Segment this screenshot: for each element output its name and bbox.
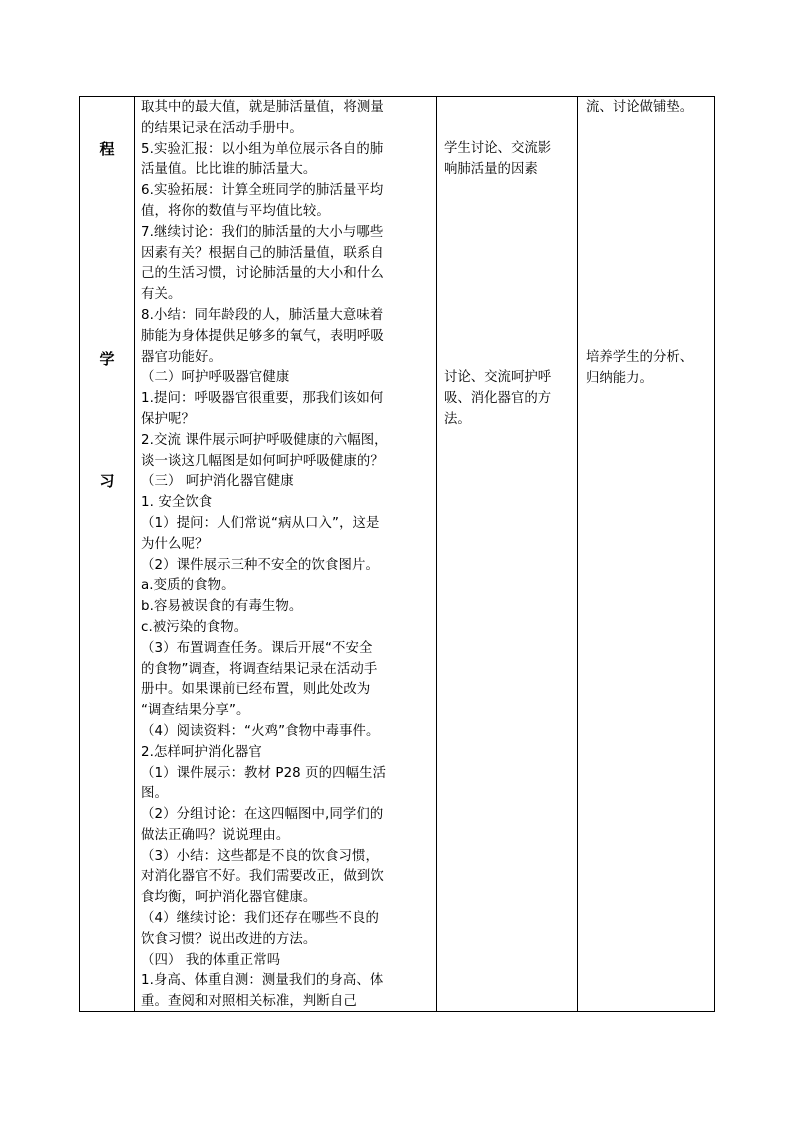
content-line: 册中。如果课前已经布置，则此处改为 [141,682,371,698]
student-activity-block [444,139,574,181]
content-line: “调查结果分享”。 [141,703,250,719]
content-line: 肺能为身体提供足够多的氧气，表明呼吸 [141,328,384,344]
content-line: a.变质的食物。 [141,578,235,594]
content-line: （2）课件展示三种不安全的饮食图片。 [141,557,379,573]
content-line: 饮食习惯？说出改进的方法。 [141,931,317,947]
content-line: 器官功能好。 [141,349,222,365]
student-activity-line: 响肺活量的因素 [444,161,538,177]
content-line: 的食物”调查，将调查结果记录在活动手 [141,661,378,677]
student-activity-line: 学生讨论、交流影 [444,141,552,156]
content-line: 1. 安全饮食 [141,495,213,511]
content-line: （2）分组讨论：在这四幅图中,同学们的 [141,807,384,823]
content-line: （三） 呵护消化器官健康 [141,474,294,490]
design-intent-line: 培养学生的分析、 [586,350,694,365]
content-line: 图。 [141,786,168,802]
stage-label-char: 学 [99,350,115,368]
student-activity-block [444,368,574,430]
content-line: 活量值。比比谁的肺活量大。 [141,162,317,178]
content-line: 1.身高、体重自测：测量我们的身高、体 [141,973,384,989]
design-intent-line: 归纳能力。 [586,370,653,386]
student-activity-line: 讨论、交流呵护呼 [444,370,552,385]
content-line: 为什么呢？ [141,536,209,552]
content-line: 重。查阅和对照相关标准，判断自己 [141,994,357,1010]
content-line: 6.实验拓展：计算全班同学的肺活量平均 [141,183,384,199]
content-line: （3）布置调查任务。课后开展“不安全 [141,640,373,656]
content-line: （3）小结：这些都是不良的饮食习惯， [141,848,379,864]
design-intent-line: 流、讨论做铺垫。 [586,100,694,115]
content-line: 谈一谈这几幅图是如何呵护呼吸健康的？ [141,453,384,469]
content-line: 的结果记录在活动手册中。 [141,120,303,136]
design-intent-block [586,98,714,119]
stage-label-char: 程 [99,140,115,158]
content-line: 8.小结：同年龄段的人，肺活量大意味着 [141,307,384,323]
content-line: 值，将你的数值与平均值比较。 [141,203,330,219]
content-line: 1.提问：呼吸器官很重要，那我们该如何 [141,391,384,407]
content-line: （1）提问：人们常说“病从口入”，这是 [141,515,380,531]
student-activity-line: 法。 [444,411,471,427]
content-line: （二）呵护呼吸器官健康 [141,370,290,386]
column-divider [577,97,578,1011]
stage-label-char: 习 [99,472,115,490]
content-line: b.容易被误食的有毒生物。 [141,599,303,615]
content-line: 有关。 [141,287,182,303]
content-line: 2.怎样呵护消化器官 [141,744,262,760]
content-line: （1）课件展示：教材 P28 页的四幅生活 [141,765,387,781]
content-line: 做法正确吗？说说理由。 [141,827,290,843]
design-intent-block [586,348,714,390]
stage-label-column [80,97,134,1011]
column-divider [134,97,135,1011]
content-line: 5.实验汇报：以小组为单位展示各自的肺 [141,141,384,157]
content-line: （四） 我的体重正常吗 [141,952,281,968]
content-line: 己的生活习惯，讨论肺活量的大小和什么 [141,266,384,282]
content-line: 食均衡，呵护消化器官健康。 [141,890,317,906]
content-line: （4）继续讨论：我们还存在哪些不良的 [141,911,379,927]
student-activity-line: 吸、消化器官的方 [444,390,552,406]
content-line: 对消化器官不好。我们需要改正，做到饮 [141,869,384,885]
content-line: 7.继续讨论：我们的肺活量的大小与哪些 [141,224,384,240]
content-line: 取其中的最大值，就是肺活量值，将测量 [141,100,384,115]
teaching-content-column [141,98,432,1013]
content-line: （4）阅读资料：“火鸡”食物中毒事件。 [141,723,380,739]
column-divider [436,97,437,1011]
content-line: 因素有关？根据自己的肺活量值，联系自 [141,245,384,261]
lesson-plan-table [79,96,715,1012]
content-line: 保护呢？ [141,411,195,427]
content-line: 2.交流 课件展示呵护呼吸健康的六幅图， [141,432,388,448]
content-line: c.被污染的食物。 [141,619,248,635]
